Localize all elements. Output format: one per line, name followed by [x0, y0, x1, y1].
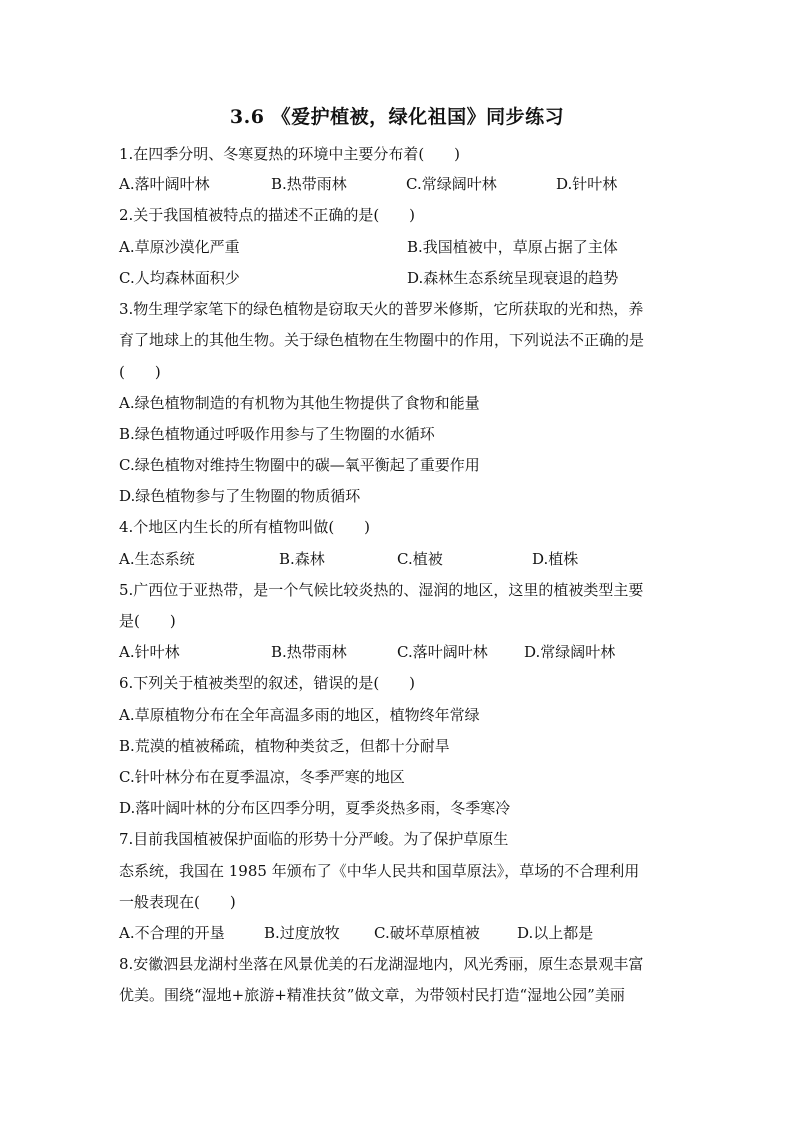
question-7-stem-line-2: 态系统，我国在 1985 年颁布了《中华人民共和国草原法》，草场的不合理利用 — [119, 862, 640, 880]
question-7-option-c: C.破坏草原植被 — [374, 924, 480, 942]
question-7-stem-line-1: 7.目前我国植被保护面临的形势十分严峻。为了保护草原生 — [119, 830, 509, 848]
question-6-option-c: C.针叶林分布在夏季温凉，冬季严寒的地区 — [119, 768, 405, 786]
question-7-stem-line-3: 一般表现在( ) — [119, 893, 236, 911]
question-5-stem-line-2: 是( ) — [119, 612, 176, 630]
question-4-option-b: B.森林 — [279, 550, 325, 568]
question-2-option-b: B.我国植被中，草原占据了主体 — [407, 238, 618, 256]
question-6-stem: 6.下列关于植被类型的叙述，错误的是( ) — [119, 674, 416, 692]
question-4-option-a: A.生态系统 — [119, 550, 195, 568]
question-3-option-b: B.绿色植物通过呼吸作用参与了生物圈的水循环 — [119, 425, 435, 443]
question-2-option-c: C.人均森林面积少 — [119, 269, 240, 287]
question-1-option-c: C.常绿阔叶林 — [406, 175, 497, 193]
question-5-stem-line-1: 5.广西位于亚热带，是一个气候比较炎热的、湿润的地区，这里的植被类型主要 — [119, 581, 644, 599]
question-1-option-d: D.针叶林 — [556, 175, 618, 193]
question-4-option-c: C.植被 — [397, 550, 443, 568]
question-3-option-a: A.绿色植物制造的有机物为其他生物提供了食物和能量 — [119, 394, 480, 412]
question-3-option-d: D.绿色植物参与了生物圈的物质循环 — [119, 487, 361, 505]
page-title: 3.6 《爱护植被，绿化祖国》同步练习 — [229, 106, 565, 128]
question-8-stem-line-2: 优美。围绕“湿地+旅游+精准扶贫”做文章，为带领村民打造“湿地公园”美丽 — [119, 986, 625, 1004]
question-2-stem: 2.关于我国植被特点的描述不正确的是( ) — [119, 206, 416, 224]
question-7-option-d: D.以上都是 — [517, 924, 594, 942]
question-3-option-c: C.绿色植物对维持生物圈中的碳—氧平衡起了重要作用 — [119, 456, 480, 474]
question-5-option-b: B.热带雨林 — [271, 643, 347, 661]
question-2-option-a: A.草原沙漠化严重 — [119, 238, 240, 256]
question-1-stem: 1.在四季分明、冬寒夏热的环境中主要分布着( ) — [119, 145, 461, 163]
question-5-option-a: A.针叶林 — [119, 643, 180, 661]
question-7-option-a: A.不合理的开垦 — [119, 924, 225, 942]
question-7-option-b: B.过度放牧 — [264, 924, 340, 942]
question-2-option-d: D.森林生态系统呈现衰退的趋势 — [407, 269, 619, 287]
question-1-option-a: A.落叶阔叶林 — [119, 175, 210, 193]
question-6-option-a: A.草原植物分布在全年高温多雨的地区，植物终年常绿 — [119, 706, 480, 724]
question-3-stem-line-3: ( ) — [119, 363, 161, 381]
question-5-option-c: C.落叶阔叶林 — [397, 643, 488, 661]
question-1-option-b: B.热带雨林 — [271, 175, 347, 193]
question-3-stem-line-2: 育了地球上的其他生物。关于绿色植物在生物圈中的作用，下列说法不正确的是 — [119, 331, 645, 349]
question-3-stem-line-1: 3.物生理学家笔下的绿色植物是窃取天火的普罗米修斯，它所获取的光和热，养 — [119, 300, 644, 318]
question-4-option-d: D.植株 — [532, 550, 579, 568]
question-6-option-d: D.落叶阔叶林的分布区四季分明，夏季炎热多雨，冬季寒冷 — [119, 799, 511, 817]
question-8-stem-line-1: 8.安徽泗县龙湖村坐落在风景优美的石龙湖湿地内，风光秀丽，原生态景观丰富 — [119, 955, 644, 973]
question-5-option-d: D.常绿阔叶林 — [524, 643, 616, 661]
question-6-option-b: B.荒漠的植被稀疏，植物种类贫乏，但都十分耐旱 — [119, 737, 450, 755]
question-4-stem: 4.个地区内生长的所有植物叫做( ) — [119, 518, 371, 536]
